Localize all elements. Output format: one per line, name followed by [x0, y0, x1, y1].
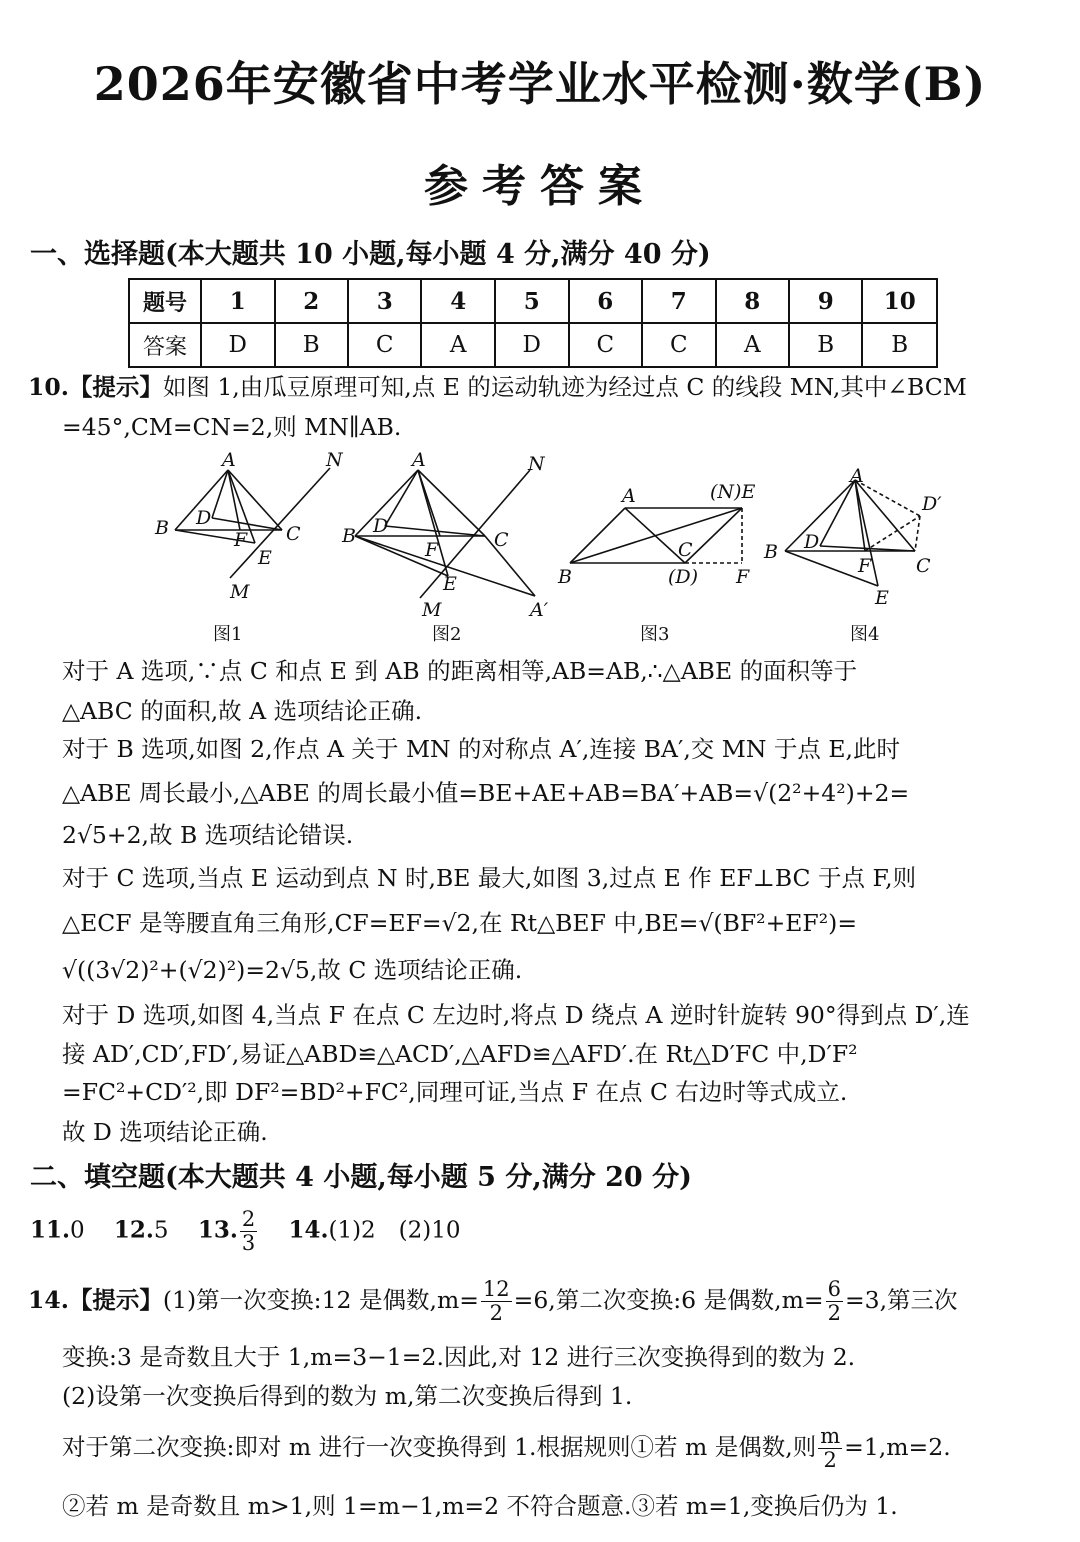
answer-table: [128, 278, 938, 368]
table-cell: 2: [275, 279, 348, 323]
svg-text:E: E: [258, 547, 272, 569]
q14-line4: [62, 1425, 951, 1472]
table-cell: B: [275, 323, 348, 367]
q14-fraction-3-denominator: 2: [823, 1448, 837, 1473]
table-cell: 4: [421, 279, 494, 323]
table-cell: B: [789, 323, 862, 367]
figure-caption-2: 图2: [432, 624, 462, 645]
page-title: 2026年安徽省中考学业水平检测·数学(B): [93, 57, 987, 111]
svg-text:D: D: [196, 507, 212, 529]
svg-text:F: F: [425, 539, 439, 561]
q14-line3: (2)设第一次变换后得到的数为 m,第二次变换后得到 1.: [62, 1382, 633, 1410]
svg-text:F: F: [858, 555, 872, 577]
svg-text:M: M: [230, 581, 250, 603]
table-cell: 8: [716, 279, 789, 323]
answer11-label: 11.: [30, 1216, 71, 1244]
svg-text:B: B: [764, 541, 778, 563]
figure-caption-1: 图1: [213, 624, 243, 645]
svg-text:D: D: [804, 531, 820, 553]
answer13-denominator: 3: [241, 1231, 256, 1256]
answer13-numerator: 2: [241, 1207, 256, 1231]
q10-optionB-line1: 对于 B 选项,如图 2,作点 A 关于 MN 的对称点 A′,连接 BA′,交 MN 于点 E,此时: [62, 735, 900, 763]
svg-text:A: A: [850, 465, 864, 487]
q10-optionC-line2: △ECF 是等腰直角三角形,CF=EF=√2,在 Rt△BEF 中,BE=√(BF²+EF²)=: [62, 909, 858, 937]
q10-optionD-line1: 对于 D 选项,如图 4,当点 F 在点 C 左边时,将点 D 绕点 A 逆时针旋转 90°得到点 D′,连: [62, 1001, 970, 1029]
q10-optionA-line1: 对于 A 选项,∵点 C 和点 E 到 AB 的距离相等,AB=AB,∴△ABE 的面积等于: [62, 657, 858, 685]
answer14-value: (1)2 (2)10: [328, 1217, 461, 1244]
q10-optionB-line3: 2√5+2,故 B 选项结论错误.: [62, 821, 354, 849]
table-cell: D: [495, 323, 569, 367]
table-cell: 7: [642, 279, 716, 323]
table-cell: B: [862, 323, 937, 367]
q10-optionC-line1: 对于 C 选项,当点 E 运动到点 N 时,BE 最大,如图 3,过点 E 作 EF⊥BC 于点 F,则: [62, 864, 917, 892]
svg-text:A: A: [622, 485, 636, 507]
q10-optionA-line2: △ABC 的面积,故 A 选项结论正确.: [62, 697, 423, 725]
figure-caption-3: 图3: [640, 624, 670, 645]
answer13-fraction: [240, 1208, 257, 1255]
table-cell: 3: [348, 279, 422, 323]
svg-text:E: E: [443, 573, 457, 595]
table-cell: C: [569, 323, 643, 367]
svg-text:D′: D′: [922, 493, 942, 515]
q14-fraction-2-numerator: 6: [827, 1277, 841, 1301]
q14-fraction-2-denominator: 2: [827, 1301, 841, 1326]
q10-optionB-line2: △ABE 周长最小,△ABE 的周长最小值=BE+AE+AB=BA′+AB=√(2²+4²)+2=: [62, 779, 910, 807]
q14-text-4a: 对于第二次变换:即对 m 进行一次变换得到 1.根据规则①若 m 是偶数,则: [62, 1433, 817, 1462]
svg-text:A: A: [412, 449, 426, 471]
q10-optionD-line2: 接 AD′,CD′,FD′,易证△ABD≌△ACD′,△AFD≌△AFD′.在 Rt△D′FC 中,D′F²: [62, 1040, 858, 1068]
figure-point-labels: [154, 449, 942, 621]
table-cell: C: [348, 323, 422, 367]
svg-text:C: C: [494, 529, 509, 551]
page-subtitle: 参考答案: [424, 161, 656, 212]
q14-fraction-1: [481, 1278, 512, 1325]
svg-text:(D): (D): [668, 566, 699, 588]
svg-text:D: D: [373, 515, 389, 537]
q14-text-1a: (1)第一次变换:12 是偶数,m=: [162, 1286, 479, 1315]
q14-text-1b: =6,第二次变换:6 是偶数,m=: [513, 1286, 824, 1315]
svg-text:A: A: [222, 449, 236, 471]
figure-3-drawing: [570, 508, 742, 563]
q14-text-4b: =1,m=2.: [844, 1433, 951, 1462]
answer12-value: 5: [153, 1217, 169, 1244]
q10-optionD-line4: 故 D 选项结论正确.: [62, 1118, 268, 1146]
section2-heading: 二、填空题(本大题共 4 小题,每小题 5 分,满分 20 分): [30, 1162, 692, 1193]
svg-text:A′: A′: [530, 599, 549, 621]
svg-text:B: B: [342, 525, 356, 547]
table-cell: A: [716, 323, 789, 367]
figure-caption-4: 图4: [850, 624, 880, 645]
row-label-numbers: 题号: [129, 279, 201, 323]
q14-line2: 变换:3 是奇数且大于 1,m=3−1=2.因此,对 12 进行三次变换得到的数为 2.: [62, 1343, 856, 1371]
table-cell: 1: [201, 279, 275, 323]
table-row-answers: [129, 323, 937, 367]
answer11-value: 0: [70, 1217, 85, 1244]
q14-line5: ②若 m 是奇数且 m>1,则 1=m−1,m=2 不符合题意.③若 m=1,变换后仍为 1.: [62, 1492, 898, 1520]
svg-text:E: E: [875, 587, 889, 609]
q14-fraction-1-numerator: 12: [482, 1277, 510, 1301]
geometry-figures: [130, 448, 1060, 648]
q14-hint-line1: [28, 1278, 958, 1325]
q14-fraction-3-numerator: m: [820, 1424, 841, 1448]
q14-text-1c: =3,第三次: [844, 1286, 958, 1315]
svg-text:B: B: [558, 566, 572, 588]
q14-hint-label: 14.【提示】: [28, 1286, 163, 1315]
table-row-numbers: [129, 279, 937, 323]
table-cell: 6: [569, 279, 643, 323]
svg-text:(N)E: (N)E: [710, 481, 756, 503]
q10-optionC-line3: √((3√2)²+(√2)²)=2√5,故 C 选项结论正确.: [62, 956, 523, 984]
svg-text:M: M: [422, 599, 442, 621]
svg-text:C: C: [916, 555, 931, 577]
table-cell: 5: [495, 279, 569, 323]
q10-hint-line2: =45°,CM=CN=2,则 MN∥AB.: [62, 413, 402, 441]
q10-hint-label: 10.【提示】: [28, 373, 163, 401]
q14-fraction-3: [818, 1425, 842, 1472]
svg-text:B: B: [155, 517, 169, 539]
q14-fraction-1-denominator: 2: [489, 1301, 503, 1326]
svg-text:N: N: [326, 449, 343, 471]
svg-text:F: F: [736, 566, 750, 588]
section1-heading: 一、选择题(本大题共 10 小题,每小题 4 分,满分 40 分): [30, 239, 711, 270]
q14-fraction-2: [826, 1278, 843, 1325]
answer14-label: 14.: [288, 1216, 329, 1244]
answer12-label: 12.: [113, 1216, 154, 1244]
svg-text:F: F: [234, 529, 248, 551]
q10-hint-text1: 如图 1,由瓜豆原理可知,点 E 的运动轨迹为经过点 C 的线段 MN,其中∠BCM: [162, 373, 967, 401]
fill-in-answers: [30, 1208, 461, 1255]
table-cell: 9: [789, 279, 862, 323]
table-cell: D: [201, 323, 275, 367]
q10-optionD-line3: =FC²+CD′²,即 DF²=BD²+FC²,同理可证,当点 F 在点 C 右边时等式成立.: [62, 1078, 848, 1106]
table-cell: A: [421, 323, 494, 367]
svg-text:C: C: [678, 539, 693, 561]
q10-hint-line1: [28, 373, 967, 402]
svg-text:C: C: [286, 523, 301, 545]
table-cell: C: [642, 323, 716, 367]
figure-captions: [213, 624, 879, 645]
row-label-answers: 答案: [129, 323, 201, 367]
svg-text:N: N: [528, 453, 545, 475]
table-cell: 10: [862, 279, 937, 323]
answer13-label: 13.: [197, 1216, 238, 1244]
